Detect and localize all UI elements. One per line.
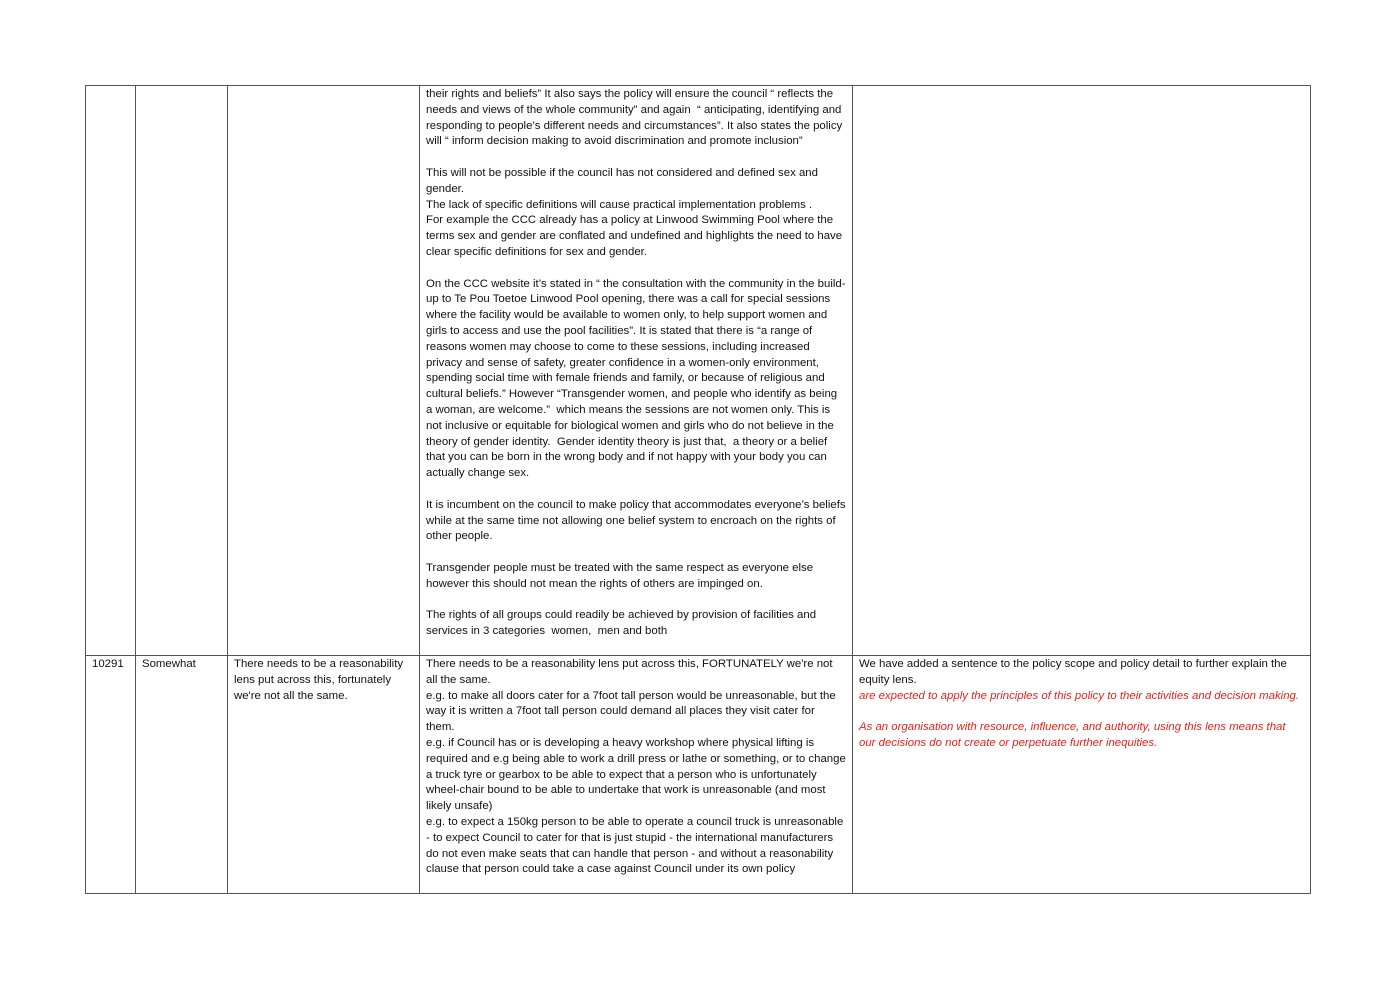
submission-paragraph: their rights and beliefs” It also says the policy will ensure the council “ reflects the needs and views of the whole community” and again “ anticipating, identifying and responding to people’s different needs and circumstances”. It also states the policy will “ inform decision making to avoid discrimination and promote inclusion” [426,88,846,148]
summary-cell [228,656,420,894]
submission-paragraph: On the CCC website it’s stated in “ the consultation with the community in the build-up to Te Pou Toetoe Linwood Pool opening, there was a call for special sessions where the facility would be available to women only, to help support women and girls to access and use the pool facilities”. It is stated that there is “a range of reasons women may choose to come to these sessions, including increased privacy and sense of safety, greater confidence in a women-only environment, spending social time with female friends and family, or because of religious and cultural beliefs.” However “Transgender women, and people who identify as being a woman, are welcome.” which means the sessions are not women only. This is not inclusive or equitable for biological women and girls who do not believe in the theory of gender identity. Gender identity theory is just that, a theory or a belief that you can be born in the wrong body and if not happy with your body you can actually change sex. [426,277,846,480]
agreement-cell: Somewhat [136,656,228,894]
submissions-table [85,85,1311,894]
table-row [86,656,1311,894]
summary-cell [228,86,420,656]
submission-text-cell [420,656,853,894]
submission-text-cell [420,86,853,656]
response-intro: We have added a sentence to the policy scope and policy detail to further explain the equity lens. [859,658,1291,686]
response-added-text: are expected to apply the principles of this policy to their activities and decision making. [859,689,1300,702]
submission-paragraph: It is incumbent on the council to make policy that accommodates everyone’s beliefs while at the same time not allowing one belief system to encroach on the rights of other people. [426,498,849,543]
staff-response-cell [853,656,1311,894]
submission-paragraph: The rights of all groups could readily be achieved by provision of facilities and services in 3 categories women, men and both [426,609,820,638]
table-row [86,86,1311,656]
submission-paragraph: This will not be possible if the council has not considered and defined sex and gender. The lack of specific definitions will cause practical implementation problems . For example the CCC already has a policy at Linwood Swimming Pool where the terms sex and gender are conflated and undefined and highlights the need to have clear specific definitions for sex and gender. [426,166,843,258]
summary-text: There needs to be a reasonability lens put across this, fortunately we're not all the same. [234,658,407,702]
submission-paragraph: There needs to be a reasonability lens put across this, FORTUNATELY we're not all the same. e.g. to make all doors cater for a 7foot tall person would be unreasonable, but the way it is written a 7foot tall person could demand all places they visit cater for them. e.g. if Council has or is developing a heavy workshop where physical lifting is required and e.g being able to work a drill press or lathe or something, or to change a truck tyre or gearbox to be able to expect that a person who is unfortunately wheel-chair bound to be able to undertake that work is unreasonable (and most likely unsafe) e.g. to expect a 150kg person to be able to operate a council truck is unreasonable - to expect Council to cater for that is just stupid - the international manufacturers do not even make seats that can handle that person - and without a reasonability clause that person could take a case against Council under its own policy [426,658,846,876]
submission-id-cell: 10291 [86,656,136,894]
submission-paragraph: Transgender people must be treated with the same respect as everyone else however this should not mean the rights of others are impinged on. [426,561,817,590]
submission-id-cell [86,86,136,656]
agreement-cell [136,86,228,656]
response-added-text: As an organisation with resource, influence, and authority, using this lens means that our decisions do not create or perpetuate further inequities. [859,721,1289,749]
staff-response-cell [853,86,1311,656]
